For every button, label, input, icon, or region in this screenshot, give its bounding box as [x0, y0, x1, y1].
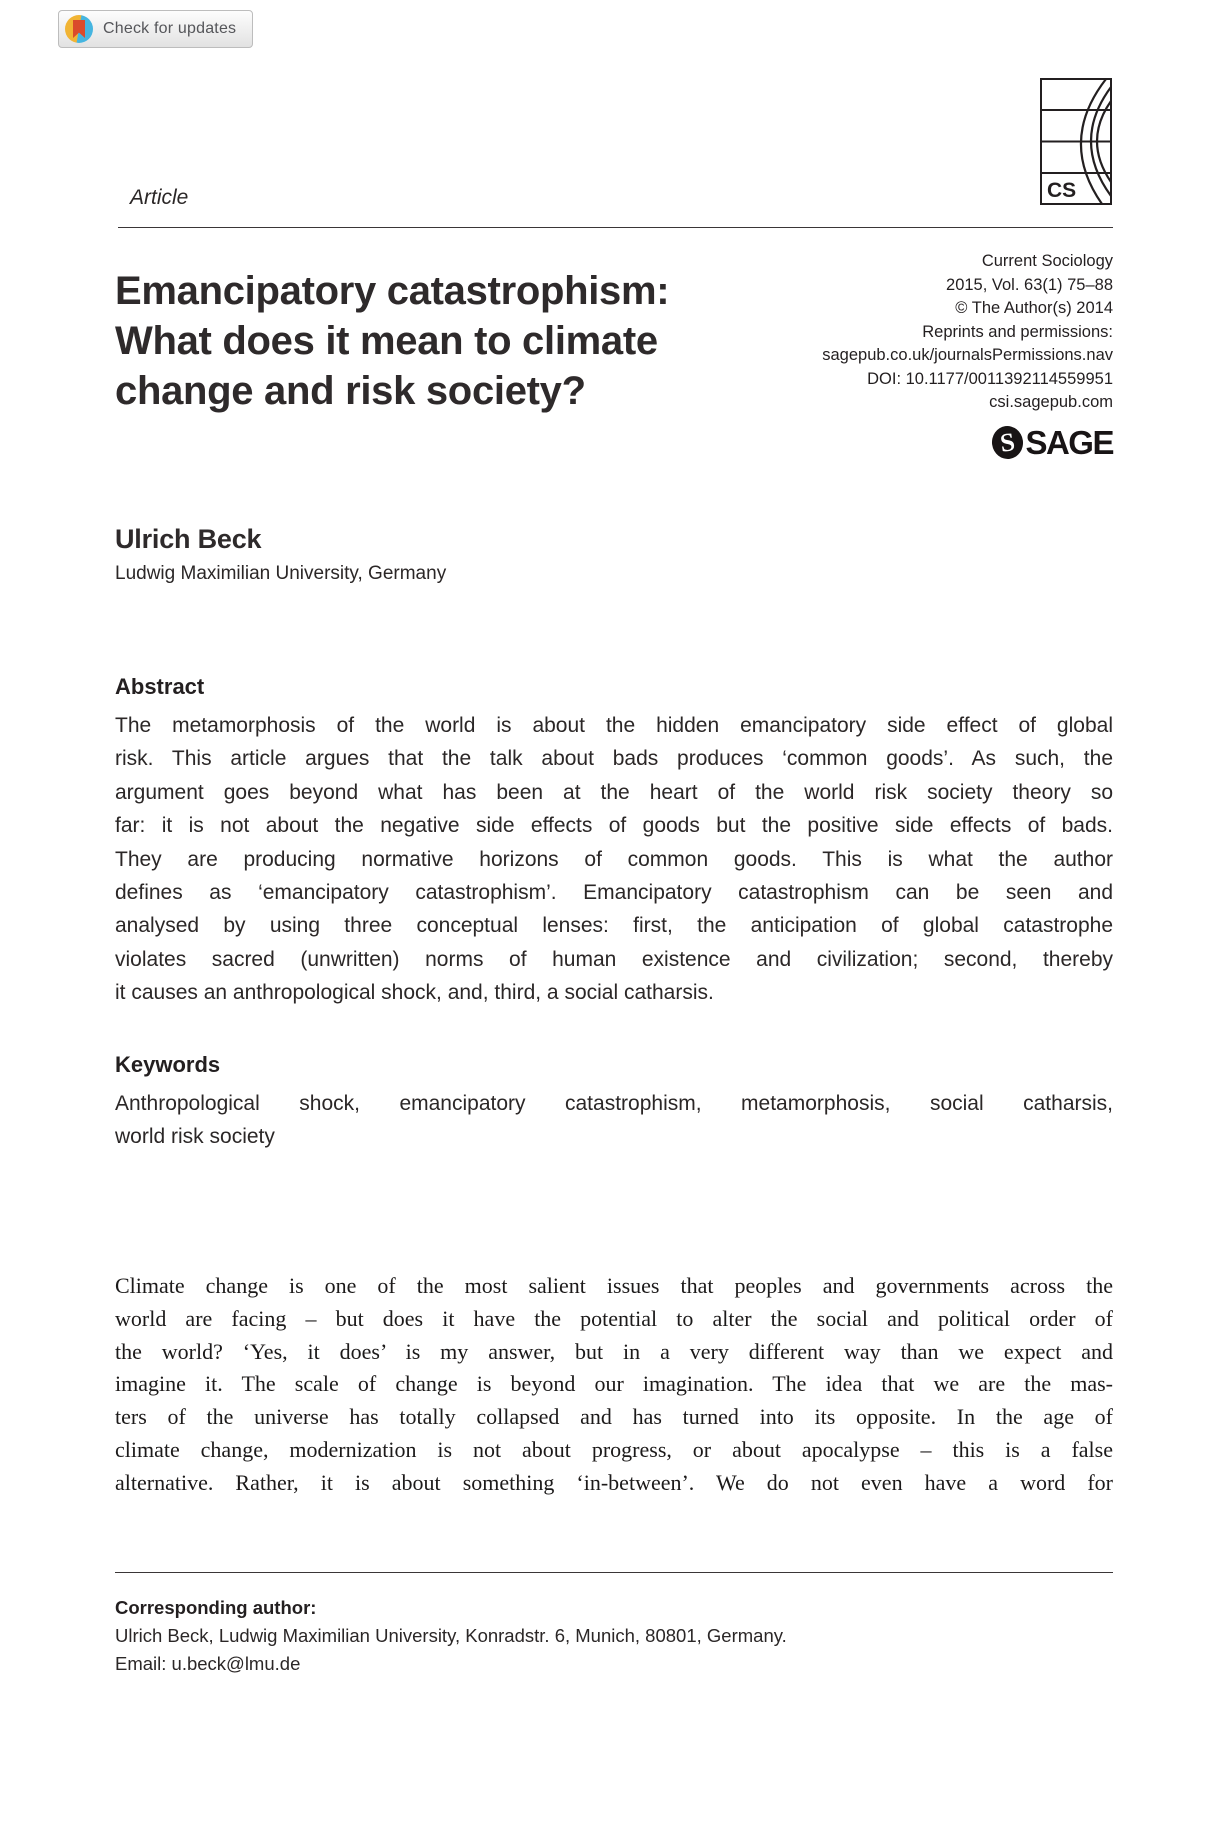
check-for-updates-badge[interactable] [58, 10, 253, 48]
author-block [115, 524, 446, 585]
text-line: 2015, Vol. 63(1) 75–88 [946, 275, 1113, 294]
keywords-section [115, 1052, 1113, 1154]
text-line: sagepub.co.uk/journalsPermissions.nav [822, 346, 1113, 364]
text-line: defines as ‘emancipatory catastrophism’. Emancipatory catastrophism can be seen and [115, 881, 1113, 905]
author-affiliation: Ludwig Maximilian University, Germany [115, 563, 447, 584]
corresponding-author-section [115, 1572, 1113, 1678]
page-title [115, 266, 775, 416]
text-line: DOI: 10.1177/0011392114559951 [867, 369, 1113, 388]
text-line: world risk society [115, 1125, 275, 1149]
svg-text:CS: CS [1047, 179, 1077, 202]
abstract-text [115, 709, 1113, 1010]
text-line: They are producing normative horizons of common goods. This is what the author [115, 847, 1113, 871]
keywords-text [115, 1087, 1113, 1154]
text-line: ters of the universe has totally collapsed and has turned into its opposite. In the age of [115, 1404, 1113, 1430]
text-line: analysed by using three conceptual lenses: first, the anticipation of global catastrophe [115, 914, 1113, 938]
footer-divider [115, 1572, 1113, 1573]
text-line: The metamorphosis of the world is about the hidden emancipatory side effect of global [115, 714, 1113, 737]
corresponding-author-address: Ulrich Beck, Ludwig Maximilian University, Konradstr. 6, Munich, 80801, Germany. [115, 1625, 787, 1646]
crossmark-icon [65, 15, 93, 43]
text-line: Emancipatory catastrophism: [115, 269, 670, 313]
bookmark-icon [73, 20, 85, 38]
corresponding-author-heading: Corresponding author: [115, 1597, 317, 1618]
check-for-updates-label: Check for updates [103, 20, 237, 37]
abstract-heading: Abstract [115, 674, 205, 699]
text-line: Climate change is one of the most salient issues that peoples and governments across the [115, 1273, 1113, 1298]
text-line: far: it is not about the negative side effects of goods but the positive side effects of bads. [115, 814, 1113, 838]
abstract-section [115, 674, 1113, 1010]
text-line: violates sacred (unwritten) norms of human existence and civilization; second, thereby [115, 947, 1113, 971]
journal-citation-block [700, 250, 1113, 462]
text-line: alternative. Rather, it is about something ‘in-between’. We do not even have a word for [115, 1469, 1113, 1495]
sage-logo [700, 424, 1113, 462]
body-paragraph [115, 1270, 1113, 1500]
text-line: Current Sociology [981, 252, 1113, 270]
cs-logo-graphic [1040, 78, 1112, 205]
current-sociology-logo [1040, 78, 1112, 210]
author-name: Ulrich Beck [115, 524, 262, 554]
text-line: What does it mean to climate [115, 319, 658, 363]
text-line: climate change, modernization is not about progress, or about apocalypse – this is a false [115, 1436, 1113, 1462]
corresponding-author-email: Email: u.beck@lmu.de [115, 1653, 301, 1674]
text-line: imagine it. The scale of change is beyond our imagination. The idea that we are the mas- [115, 1371, 1113, 1397]
text-line: change and risk society? [115, 369, 586, 413]
text-line: argument goes beyond what has been at the heart of the world risk society theory so [115, 780, 1113, 804]
text-line: the world? ‘Yes, it does’ is my answer, but in a very different way than we expect and [115, 1338, 1113, 1364]
keywords-heading: Keywords [115, 1052, 221, 1077]
text-line: © The Author(s) 2014 [955, 299, 1113, 317]
text-line: world are facing – but does it have the potential to alter the social and political order of [115, 1305, 1113, 1331]
journal-citation-lines [700, 250, 1113, 415]
sage-wordmark: SAGE [1025, 423, 1113, 461]
text-line: risk. This article argues that the talk about bads produces ‘common goods’. As such, the [115, 747, 1113, 771]
text-line: Reprints and permissions: [922, 322, 1113, 341]
text-line: csi.sagepub.com [989, 393, 1113, 411]
article-type-label: Article [130, 186, 189, 209]
header-divider [118, 227, 1113, 228]
text-line: Anthropological shock, emancipatory catastrophism, metamorphosis, social catharsis, [115, 1092, 1113, 1115]
text-line: it causes an anthropological shock, and, third, a social catharsis. [115, 981, 714, 1005]
sage-s-mark-icon: S [990, 424, 1025, 461]
